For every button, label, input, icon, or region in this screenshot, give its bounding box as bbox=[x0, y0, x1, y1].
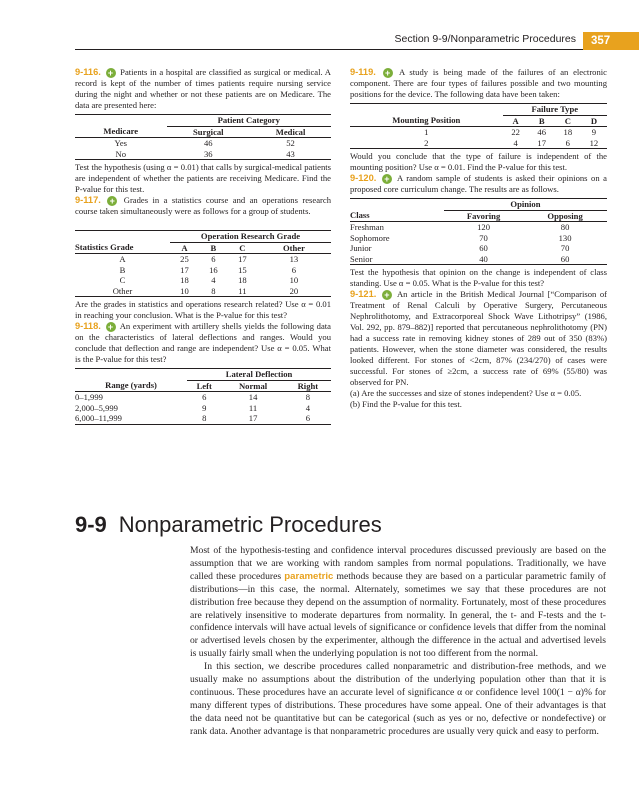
table-row: 2,000–5,999 9 11 4 bbox=[75, 402, 311, 413]
exercise-9-118 bbox=[75, 321, 331, 365]
exercise-text: Would you conclude that the type of failure is independent of the mounting position? Use α = 0.01. Find the P-value for this test. bbox=[350, 151, 607, 172]
table-9-120: Opinion Class Favoring Opposing Freshman 120 80 Sophomore 70 130 Junior 60 70 Senior 40 60 bbox=[350, 198, 607, 265]
exercise-9-119 bbox=[350, 67, 607, 100]
column-group-header: Operation Research Grade bbox=[170, 231, 331, 243]
paragraph: In this section, we describe procedures called nonparametric and distribution-free methods, and we usually make no assumptions about the distribution of the underlying population other than that it is continuous. These procedures have an accurate level of significance α or confidence level 100(1 − α)% for many different types of distributions. These procedures have some appeal. One of their advantages is that the data need not be quantitative but can be categorical (such as yes or no, defective or nondefective) or rank data. Another advantage is that nonparametric procedures are usually very quick and easy to perform. bbox=[190, 661, 606, 737]
plus-icon: + bbox=[382, 174, 392, 184]
exercise-9-117 bbox=[75, 195, 331, 217]
exercise-9-116 bbox=[75, 67, 331, 111]
running-title: Section 9-9/Nonparametric Procedures bbox=[394, 33, 576, 45]
exercise-part-a: (a) Are the successes and size of stones independent? Use α = 0.05. bbox=[350, 388, 582, 398]
column-group-header: Patient Category bbox=[167, 115, 331, 127]
exercise-number: 9-121. bbox=[350, 289, 377, 299]
exercise-number: 9-116. bbox=[75, 67, 101, 77]
section-title: Nonparametric Procedures bbox=[118, 512, 382, 537]
exercise-text: Test the hypothesis that opinion on the change is independent of class standing. Use α = 0.05. What is the P-value for this test? bbox=[350, 267, 607, 288]
exercise-text: Patients in a hospital are classified as surgical or medical. A record is kept of the number of times patients require nursing service during the night and whether or not these patients are on Medicare. The data are presented here: bbox=[75, 67, 331, 110]
exercise-text: Are the grades in statistics and operations research related? Use α = 0.01 in reaching your conclusion. What is the P-value for this test? bbox=[75, 299, 331, 320]
running-header bbox=[0, 32, 639, 50]
column-header: Mounting Position bbox=[350, 115, 503, 127]
column-header: Statistics Grade bbox=[75, 242, 170, 254]
header-rule bbox=[75, 49, 583, 50]
key-term: parametric bbox=[284, 570, 334, 582]
table-row: B 17 16 15 6 bbox=[119, 264, 297, 275]
plus-icon: + bbox=[106, 322, 116, 332]
table-row: Sophomore 70 130 bbox=[350, 232, 572, 243]
exercise-text: A study is being made of the failures of an electronic component. There are four types of failures possible and two mounting positions for the device. The following data have been taken: bbox=[350, 67, 607, 99]
right-column bbox=[350, 67, 607, 410]
table-row: C 18 4 18 10 bbox=[119, 275, 299, 285]
exercise-9-121 bbox=[350, 289, 607, 388]
table-9-116 bbox=[75, 114, 331, 160]
table-row: Freshman 120 80 bbox=[350, 222, 570, 232]
table-9-119: Failure Type Mounting Position A B C D 1 22 46 18 9 2 4 17 6 12 bbox=[350, 103, 607, 149]
plus-icon: + bbox=[107, 196, 117, 206]
exercise-number: 9-117. bbox=[75, 195, 101, 205]
exercise-text: An article in the British Medical Journal [“Comparison of Treatment of Renal Calculi by Operative Surgery, Percutaneous Nephrolithotomy, and Extracorporeal Shock Wave Lithotripsy” (1986, Vol. 292, pp. 879–882)] reported that percutaneous nephrolithotomy (PN) had a success rate in removing kidney stones of 289 out of 350 (83%) patients. However, when the stone diameter was considered, the results looked different. For stones of <2cm, 87% (234/270) of cases were successful. For stones of ≥2cm, a success rate of 69% (55/80) was observed for PN. bbox=[350, 289, 607, 387]
section-heading bbox=[75, 512, 382, 538]
plus-icon: + bbox=[383, 68, 393, 78]
exercise-number: 9-120. bbox=[350, 173, 377, 183]
exercise-9-120 bbox=[350, 173, 607, 195]
table-row: A 25 6 17 13 bbox=[119, 254, 299, 264]
table-row: Other 10 8 11 20 bbox=[75, 286, 331, 297]
exercise-text: Grades in a statistics course and an operations research course taken simultaneously were as follows for a group of students. bbox=[75, 195, 331, 216]
table-row: 0–1,999 6 14 8 bbox=[75, 392, 311, 402]
plus-icon: + bbox=[382, 290, 392, 300]
column-group-header: Opinion bbox=[444, 199, 607, 211]
exercise-part-b: (b) Find the P-value for this test. bbox=[350, 399, 462, 409]
column-header: Medicare bbox=[75, 126, 167, 138]
plus-icon: + bbox=[106, 68, 116, 78]
exercise-number: 9-118. bbox=[75, 321, 101, 331]
exercise-number: 9-119. bbox=[350, 67, 376, 77]
section-number: 9-9 bbox=[75, 512, 107, 537]
paragraph: Most of the hypothesis-testing and confidence interval procedures discussed previously are based on the assumption that we are working with random samples from normal populations. Traditionally, we have called these procedures parametric methods because they are based on a particular parametric family of distributions—in this case, the normal. Alternately, sometimes we say that these procedures are not distribution free because they depend on the assumption of normality. Fortunately, most of these procedures are relatively insensitive to moderate departures from normality. In general, the t- and F-tests and the t-confidence intervals will have actual levels of significance or confidence levels that differ from the nominal or advertised levels chosen by the experimenter, although the difference in the actual and advertised levels is usually fairly small when the underlying population is not too different from the normal. bbox=[190, 545, 606, 660]
column-header: Surgical bbox=[167, 126, 251, 138]
table-row: No 36 43 bbox=[75, 149, 331, 160]
table-row: Yes 46 52 bbox=[114, 138, 295, 148]
column-group-header: Lateral Deflection bbox=[187, 369, 331, 381]
exercise-text: An experiment with artillery shells yields the following data on the characteristics of lateral deflections and ranges. Would you conclude that deflection and range are independent? Use α = 0.05. What is the P-value for this test? bbox=[75, 321, 331, 364]
column-header: Medical bbox=[250, 126, 331, 138]
exercise-text: A random sample of students is asked their opinions on a proposed core curriculum change. The results are as follows. bbox=[350, 173, 607, 194]
table-row: Junior 60 70 bbox=[350, 243, 570, 253]
page-number: 357 bbox=[583, 32, 639, 50]
table-9-118: Lateral Deflection Range (yards) Left Normal Right 0–1,999 6 14 8 2,000–5,999 9 11 4 6,000–11,999 8 17 6 bbox=[75, 368, 331, 425]
column-group-header: Failure Type bbox=[503, 104, 607, 116]
table-row: 6,000–11,999 8 17 6 bbox=[75, 413, 331, 424]
left-column bbox=[75, 67, 331, 427]
table-row: 1 22 46 18 9 bbox=[424, 127, 597, 137]
exercise-text: Test the hypothesis (using α = 0.01) that calls by surgical-medical patients are independent of whether the patients are receiving Medicare. Find the P-value for this test. bbox=[75, 162, 331, 194]
column-header: Class bbox=[350, 210, 444, 222]
table-9-117: Operation Research Grade Statistics Grade A B C Other A 25 6 17 13 B 17 16 15 6 C 18 4 18 10 Other 10 8 11 20 bbox=[75, 230, 331, 297]
table-row: 2 4 17 6 12 bbox=[350, 138, 607, 149]
section-body bbox=[190, 545, 606, 739]
column-header: Range (yards) bbox=[75, 380, 187, 392]
table-row: Senior 40 60 bbox=[350, 254, 607, 265]
